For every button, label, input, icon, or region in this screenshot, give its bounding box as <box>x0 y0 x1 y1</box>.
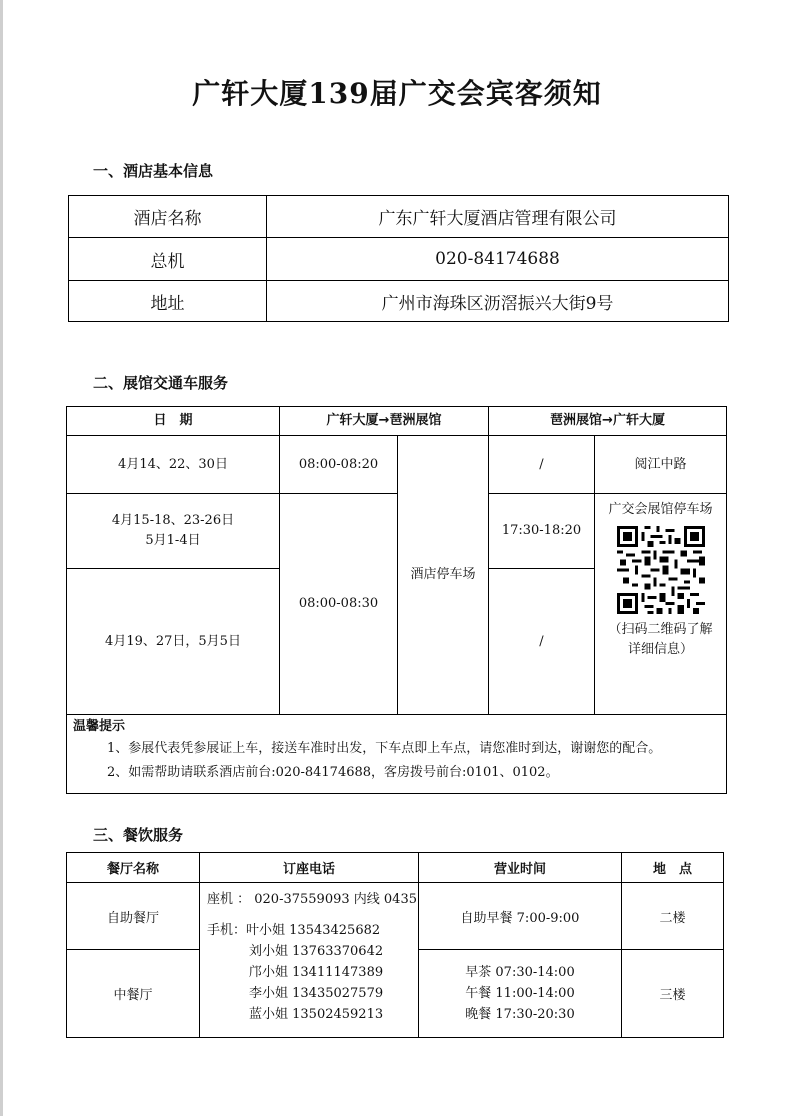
return-place-cell <box>595 494 727 715</box>
shuttle-table <box>66 406 727 794</box>
address-label: 地址 <box>69 281 267 322</box>
table-header-row <box>67 407 727 436</box>
restaurant-name-cell: 中餐厅 <box>67 950 200 1038</box>
table-row <box>67 883 724 950</box>
qr-caption: （扫码二维码了解 <box>608 622 713 637</box>
header-phone: 订座电话 <box>200 853 419 883</box>
date-cell: 4月14、22、30日 <box>67 436 280 494</box>
mobile-contact: 邝小姐 13411147389 <box>249 965 384 980</box>
date-line: 4月15-18、23-26日 <box>111 513 235 528</box>
header-to-venue: 广轩大厦→琶洲展馆 <box>280 407 489 436</box>
address-value: 广州市海珠区沥滘振兴大街9号 <box>267 281 729 322</box>
hours-line: 晚餐 17:30-20:30 <box>465 1007 575 1022</box>
return-place-text: 广交会展馆停车场 <box>608 502 713 517</box>
notice-title: 温馨提示 <box>73 719 126 734</box>
hotel-info-table <box>68 195 729 322</box>
header-hours: 营业时间 <box>419 853 622 883</box>
header-location: 地 点 <box>622 853 724 883</box>
table-row <box>69 281 729 322</box>
hotel-name-value: 广东广轩大厦酒店管理有限公司 <box>267 196 729 238</box>
notice-row <box>67 715 727 794</box>
mobile-contact: 李小姐 13435027579 <box>249 986 384 1001</box>
hours-line: 早茶 07:30-14:00 <box>465 965 575 980</box>
notice-cell <box>67 715 727 794</box>
mobile-contact: 叶小姐 13543425682 <box>246 923 381 938</box>
mobile-contact: 蓝小姐 13502459213 <box>249 1007 384 1022</box>
notice-item: 1、参展代表凭参展证上车，接送车准时出发，下车点即上车点，请您准时到达，谢谢您的配合。 <box>107 741 662 756</box>
switchboard-label: 总机 <box>69 238 267 281</box>
hours-line: 午餐 11:00-14:00 <box>465 986 575 1001</box>
page-edge <box>0 0 3 1116</box>
date-cell: 4月19、27日，5月5日 <box>67 569 280 715</box>
location-cell: 三楼 <box>622 950 724 1038</box>
table-row <box>67 494 727 569</box>
table-row <box>69 196 729 238</box>
date-cell <box>67 494 280 569</box>
mobile-line <box>207 920 418 941</box>
return-time-cell: / <box>489 436 595 494</box>
restaurant-name-cell: 自助餐厅 <box>67 883 200 950</box>
landline: 座机 ： 020-37559093 内线 0435 <box>207 892 417 907</box>
header-restaurant-name: 餐厅名称 <box>67 853 200 883</box>
page-title: 广轩大厦139届广交会宾客须知 <box>192 77 602 110</box>
depart-time-cell: 08:00-08:30 <box>280 494 398 715</box>
section-heading-hotel-info: 一、酒店基本信息 <box>93 162 214 180</box>
qr-code-icon[interactable] <box>617 526 705 614</box>
hours-cell: 自助早餐 7:00-9:00 <box>419 883 622 950</box>
section-heading-dining: 三、餐饮服务 <box>93 826 184 844</box>
table-row <box>69 238 729 281</box>
hotel-name-label: 酒店名称 <box>69 196 267 238</box>
depart-place-cell: 酒店停车场 <box>398 436 489 715</box>
return-place-cell: 阅江中路 <box>595 436 727 494</box>
section-heading-shuttle: 二、展馆交通车服务 <box>93 374 229 392</box>
dining-table <box>66 852 724 1038</box>
table-row <box>67 436 727 494</box>
header-to-hotel: 琶洲展馆→广轩大厦 <box>489 407 727 436</box>
date-line: 5月1-4日 <box>145 533 201 548</box>
notice-item: 2、如需帮助请联系酒店前台:020-84174688，客房拨号前台:0101、0102。 <box>107 765 559 780</box>
mobile-label: 手机： <box>207 923 247 938</box>
hours-cell <box>419 950 622 1038</box>
switchboard-value: 020-84174688 <box>267 238 729 281</box>
return-time-cell: 17:30-18:20 <box>489 494 595 569</box>
return-time-cell: / <box>489 569 595 715</box>
phone-cell <box>200 883 419 1038</box>
header-date: 日 期 <box>67 407 280 436</box>
mobile-contact: 刘小姐 13763370642 <box>249 944 384 959</box>
qr-caption: 详细信息） <box>627 642 693 657</box>
table-header-row <box>67 853 724 883</box>
location-cell: 二楼 <box>622 883 724 950</box>
depart-time-cell: 08:00-08:20 <box>280 436 398 494</box>
